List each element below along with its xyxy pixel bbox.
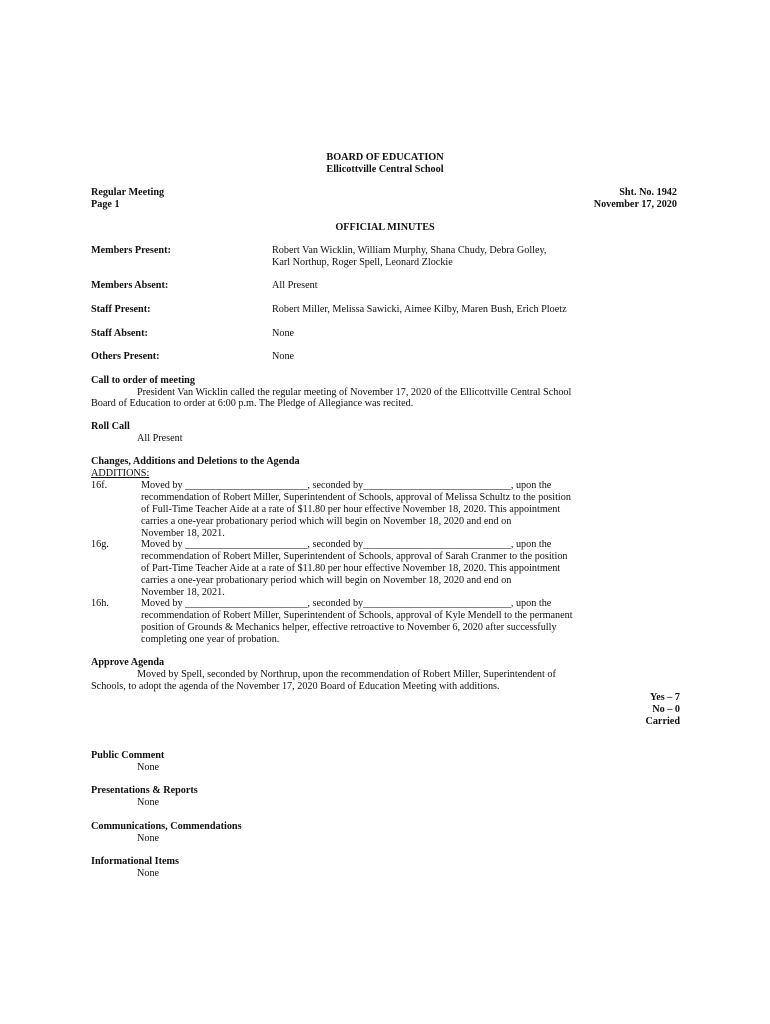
communications-heading: Communications, Commendations: [91, 821, 242, 832]
vote-result: Carried: [645, 716, 680, 727]
public-comment-text: None: [137, 762, 160, 773]
members-absent-label: Members Absent:: [91, 280, 169, 291]
school-name: Ellicottville Central School: [326, 164, 444, 175]
item-line: Moved by ________________________, seconded by_____________________________, upon the: [141, 539, 552, 550]
item-line: recommendation of Robert Miller, Superintendent of Schools, approval of Melissa Schultz to the position: [141, 492, 571, 503]
item-number: 16f.: [91, 480, 108, 491]
meeting-type: Regular Meeting: [91, 187, 165, 198]
members-present-line1: Robert Van Wicklin, William Murphy, Shana Chudy, Debra Golley,: [272, 245, 547, 256]
others-present-label: Others Present:: [91, 351, 160, 362]
item-line: recommendation of Robert Miller, Superintendent of Schools, approval of Sarah Cranmer to the position: [141, 551, 568, 562]
members-present-line2: Karl Northup, Roger Spell, Leonard Zlockie: [272, 257, 453, 268]
presentations-heading: Presentations & Reports: [91, 785, 198, 796]
roll-call-text: All Present: [137, 433, 183, 444]
item-line: November 18, 2021.: [141, 528, 225, 539]
meeting-date: November 17, 2020: [593, 199, 677, 210]
public-comment-heading: Public Comment: [91, 750, 165, 761]
call-to-order-line1: President Van Wicklin called the regular meeting of November 17, 2020 of the Ellicottville Central School: [137, 387, 572, 398]
roll-call-heading: Roll Call: [91, 421, 130, 432]
item-line: November 18, 2021.: [141, 587, 225, 598]
board-title: BOARD OF EDUCATION: [326, 152, 444, 163]
item-line: position of Grounds & Mechanics helper, effective retroactive to November 6, 2020 after successfully: [141, 622, 557, 633]
document-title: OFFICIAL MINUTES: [335, 222, 435, 233]
staff-present-label: Staff Present:: [91, 304, 151, 315]
call-to-order-heading: Call to order of meeting: [91, 375, 195, 386]
informational-text: None: [137, 868, 160, 879]
informational-heading: Informational Items: [91, 856, 180, 867]
item-line: Moved by ________________________, seconded by_____________________________, upon the: [141, 480, 552, 491]
members-absent-value: All Present: [272, 280, 318, 291]
communications-text: None: [137, 833, 160, 844]
approve-agenda-line2: Schools, to adopt the agenda of the November 17, 2020 Board of Education Meeting with additions.: [91, 681, 500, 692]
item-line: completing one year of probation.: [141, 634, 280, 645]
item-line: of Part-Time Teacher Aide at a rate of $11.80 per hour effective November 18, 2020. This appointment: [141, 563, 561, 574]
item-line: of Full-Time Teacher Aide at a rate of $11.80 per hour effective November 18, 2020. This appointment: [141, 504, 561, 515]
page-number: Page 1: [91, 199, 120, 210]
item-line: recommendation of Robert Miller, Superintendent of Schools, approval of Kyle Mendell to the permanent: [141, 610, 573, 621]
item-line: carries a one-year probationary period which will begin on November 18, 2020 and end on: [141, 575, 512, 586]
staff-present-value: Robert Miller, Melissa Sawicki, Aimee Kilby, Maren Bush, Erich Ploetz: [272, 304, 567, 315]
staff-absent-value: None: [272, 328, 295, 339]
item-number: 16g.: [91, 539, 109, 550]
item-line: Moved by ________________________, seconded by_____________________________, upon the: [141, 598, 552, 609]
staff-absent-label: Staff Absent:: [91, 328, 148, 339]
vote-no: No – 0: [652, 704, 680, 715]
item-number: 16h.: [91, 598, 109, 609]
sheet-number: Sht. No. 1942: [619, 187, 677, 198]
approve-agenda-line1: Moved by Spell, seconded by Northrup, upon the recommendation of Robert Miller, Superintendent of: [137, 669, 556, 680]
vote-yes: Yes – 7: [650, 692, 680, 703]
additions-label: ADDITIONS:: [91, 468, 150, 479]
approve-agenda-heading: Approve Agenda: [91, 657, 165, 668]
item-line: carries a one-year probationary period which will begin on November 18, 2020 and end on: [141, 516, 512, 527]
others-present-value: None: [272, 351, 295, 362]
agenda-changes-heading: Changes, Additions and Deletions to the Agenda: [91, 456, 300, 467]
members-present-label: Members Present:: [91, 245, 171, 256]
call-to-order-line2: Board of Education to order at 6:00 p.m. The Pledge of Allegiance was recited.: [91, 398, 414, 409]
presentations-text: None: [137, 797, 160, 808]
